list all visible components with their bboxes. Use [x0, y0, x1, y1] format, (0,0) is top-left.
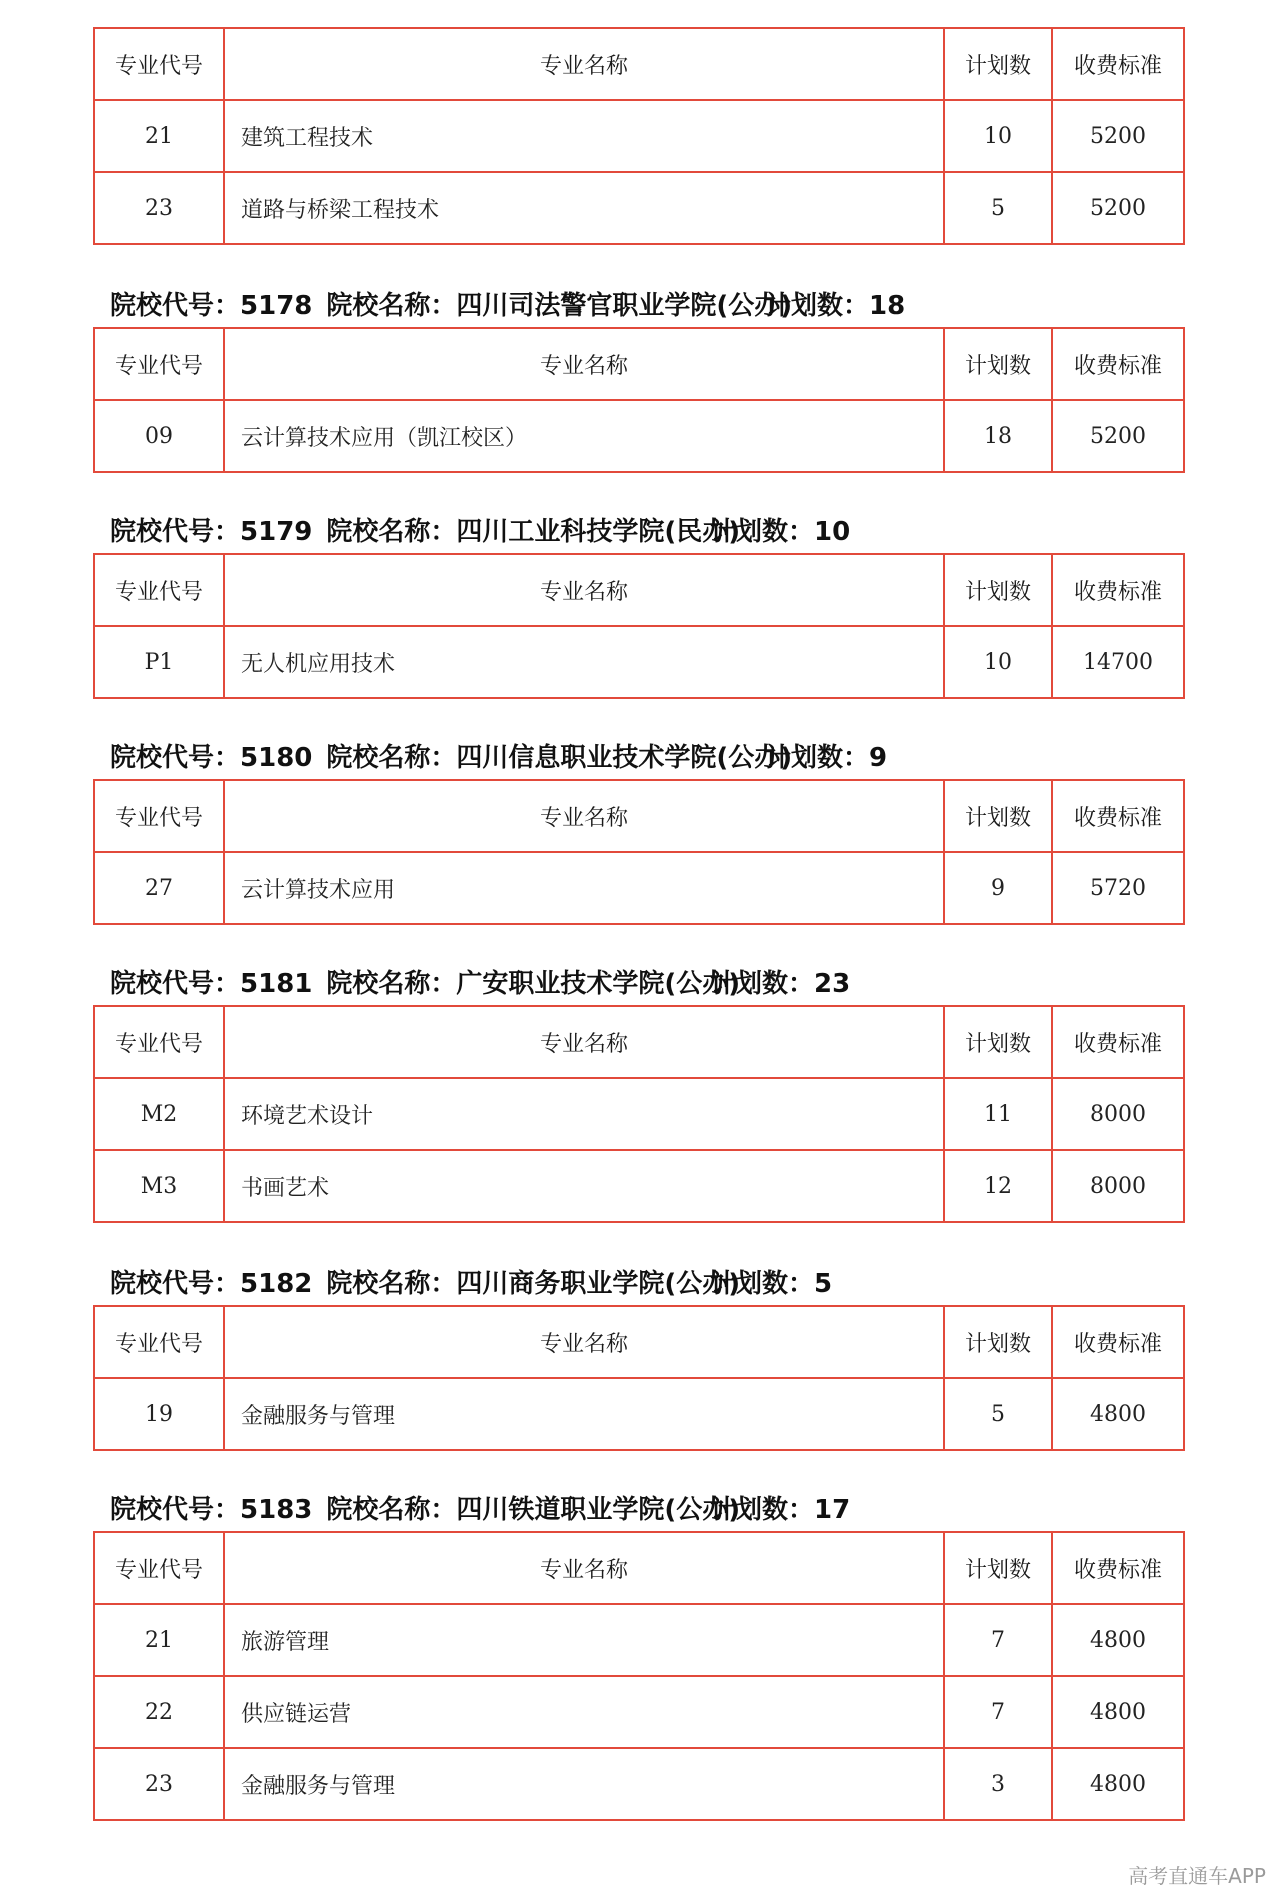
- plan-count-value: 17: [814, 1495, 851, 1525]
- school-header: [110, 286, 1210, 326]
- major-code-cell: 21: [94, 100, 224, 172]
- major-name-cell: 建筑工程技术: [224, 100, 944, 172]
- plan-count-cell: 10: [944, 626, 1052, 698]
- plan-count-cell: 3: [944, 1748, 1052, 1820]
- major-name-cell: 金融服务与管理: [224, 1748, 944, 1820]
- header-plan-count: 计划数: [944, 328, 1052, 400]
- plan-count-value: 18: [869, 291, 906, 321]
- fee-cell: 4800: [1052, 1604, 1184, 1676]
- plan-count-label: 计划数：: [765, 291, 870, 321]
- header-fee-standard: 收费标准: [1052, 1006, 1184, 1078]
- header-major-name: 专业名称: [224, 328, 944, 400]
- table-row: [94, 100, 1184, 172]
- school-code-value: 5182: [240, 1269, 313, 1299]
- school-code-label: 院校代号：: [110, 517, 241, 547]
- major-table: [93, 27, 1185, 245]
- header-major-name: 专业名称: [224, 1006, 944, 1078]
- school-header: [110, 512, 1210, 552]
- plan-count-cell: 7: [944, 1676, 1052, 1748]
- plan-count-cell: 11: [944, 1078, 1052, 1150]
- header-major-code: 专业代号: [94, 780, 224, 852]
- header-plan-count: 计划数: [944, 1532, 1052, 1604]
- major-table: [93, 553, 1185, 699]
- plan-count-label: 计划数：: [765, 743, 870, 773]
- school-name-label: 院校名称：: [326, 291, 457, 321]
- school-code-value: 5180: [240, 743, 313, 773]
- major-name-cell: 旅游管理: [224, 1604, 944, 1676]
- school-code-label: 院校代号：: [110, 291, 241, 321]
- school-code-value: 5181: [240, 969, 313, 999]
- major-code-cell: P1: [94, 626, 224, 698]
- header-plan-count: 计划数: [944, 28, 1052, 100]
- header-plan-count: 计划数: [944, 1306, 1052, 1378]
- school-name-label: 院校名称：: [326, 1269, 457, 1299]
- header-plan-count: 计划数: [944, 780, 1052, 852]
- major-name-cell: 供应链运营: [224, 1676, 944, 1748]
- fee-cell: 8000: [1052, 1150, 1184, 1222]
- plan-count-value: 5: [814, 1269, 833, 1299]
- school-name-label: 院校名称：: [326, 969, 457, 999]
- header-fee-standard: 收费标准: [1052, 554, 1184, 626]
- table-header-row: [94, 554, 1184, 626]
- school-plan-count: [710, 964, 850, 1004]
- major-code-cell: M2: [94, 1078, 224, 1150]
- major-code-cell: 22: [94, 1676, 224, 1748]
- table-header-row: [94, 1306, 1184, 1378]
- header-plan-count: 计划数: [944, 1006, 1052, 1078]
- table-row: [94, 626, 1184, 698]
- fee-cell: 4800: [1052, 1676, 1184, 1748]
- table-header-row: [94, 328, 1184, 400]
- major-name-cell: 云计算技术应用（凯江校区）: [224, 400, 944, 472]
- fee-cell: 5200: [1052, 172, 1184, 244]
- school-name-label: 院校名称：: [326, 1495, 457, 1525]
- school-code-label: 院校代号：: [110, 1269, 241, 1299]
- school-name-value: 四川铁道职业学院(公办): [456, 1495, 741, 1525]
- header-major-code: 专业代号: [94, 328, 224, 400]
- header-major-code: 专业代号: [94, 1306, 224, 1378]
- major-name-cell: 道路与桥梁工程技术: [224, 172, 944, 244]
- plan-count-cell: 10: [944, 100, 1052, 172]
- fee-cell: 4800: [1052, 1748, 1184, 1820]
- header-major-code: 专业代号: [94, 1532, 224, 1604]
- school-code-label: 院校代号：: [110, 1495, 241, 1525]
- school-plan-count: [710, 1264, 832, 1304]
- plan-count-cell: 5: [944, 172, 1052, 244]
- major-code-cell: 27: [94, 852, 224, 924]
- major-table: [93, 1305, 1185, 1451]
- header-major-name: 专业名称: [224, 554, 944, 626]
- plan-count-cell: 5: [944, 1378, 1052, 1450]
- header-major-code: 专业代号: [94, 28, 224, 100]
- plan-count-value: 9: [869, 743, 888, 773]
- plan-count-label: 计划数：: [710, 969, 815, 999]
- table-header-row: [94, 780, 1184, 852]
- major-code-cell: 23: [94, 1748, 224, 1820]
- plan-count-label: 计划数：: [710, 1269, 815, 1299]
- table-header-row: [94, 1532, 1184, 1604]
- plan-count-value: 10: [814, 517, 851, 547]
- major-name-cell: 金融服务与管理: [224, 1378, 944, 1450]
- plan-count-value: 23: [814, 969, 851, 999]
- plan-count-cell: 18: [944, 400, 1052, 472]
- major-code-cell: 23: [94, 172, 224, 244]
- school-name-value: 四川商务职业学院(公办): [456, 1269, 741, 1299]
- header-fee-standard: 收费标准: [1052, 780, 1184, 852]
- fee-cell: 14700: [1052, 626, 1184, 698]
- major-name-cell: 书画艺术: [224, 1150, 944, 1222]
- major-code-cell: 19: [94, 1378, 224, 1450]
- table-row: [94, 400, 1184, 472]
- table-row: [94, 172, 1184, 244]
- fee-cell: 4800: [1052, 1378, 1184, 1450]
- header-plan-count: 计划数: [944, 554, 1052, 626]
- header-fee-standard: 收费标准: [1052, 1306, 1184, 1378]
- school-code-value: 5179: [240, 517, 313, 547]
- school-header: [110, 964, 1210, 1004]
- major-name-cell: 云计算技术应用: [224, 852, 944, 924]
- school-name-value: 四川司法警官职业学院(公办): [456, 291, 793, 321]
- school-header: [110, 738, 1210, 778]
- plan-count-label: 计划数：: [710, 1495, 815, 1525]
- major-table: [93, 779, 1185, 925]
- table-header-row: [94, 1006, 1184, 1078]
- school-name-value: 四川工业科技学院(民办): [456, 517, 741, 547]
- school-plan-count: [710, 512, 850, 552]
- watermark-text: 高考直通车APP: [1128, 1864, 1266, 1888]
- major-code-cell: 21: [94, 1604, 224, 1676]
- school-header: [110, 1490, 1210, 1530]
- header-fee-standard: 收费标准: [1052, 28, 1184, 100]
- table-row: [94, 1078, 1184, 1150]
- plan-count-label: 计划数：: [710, 517, 815, 547]
- major-name-cell: 无人机应用技术: [224, 626, 944, 698]
- header-fee-standard: 收费标准: [1052, 1532, 1184, 1604]
- school-code-label: 院校代号：: [110, 743, 241, 773]
- school-plan-count: [765, 286, 905, 326]
- fee-cell: 5200: [1052, 400, 1184, 472]
- school-name-value: 广安职业技术学院(公办): [456, 969, 741, 999]
- school-header: [110, 1264, 1210, 1304]
- header-major-name: 专业名称: [224, 1306, 944, 1378]
- school-plan-count: [765, 738, 887, 778]
- table-row: [94, 1748, 1184, 1820]
- major-table: [93, 1005, 1185, 1223]
- table-row: [94, 852, 1184, 924]
- school-plan-count: [710, 1490, 850, 1530]
- header-major-name: 专业名称: [224, 780, 944, 852]
- major-code-cell: 09: [94, 400, 224, 472]
- major-table: [93, 327, 1185, 473]
- school-code-value: 5183: [240, 1495, 313, 1525]
- fee-cell: 5720: [1052, 852, 1184, 924]
- plan-count-cell: 9: [944, 852, 1052, 924]
- fee-cell: 5200: [1052, 100, 1184, 172]
- major-name-cell: 环境艺术设计: [224, 1078, 944, 1150]
- major-code-cell: M3: [94, 1150, 224, 1222]
- school-name-label: 院校名称：: [326, 517, 457, 547]
- header-major-name: 专业名称: [224, 1532, 944, 1604]
- fee-cell: 8000: [1052, 1078, 1184, 1150]
- table-row: [94, 1604, 1184, 1676]
- school-code-label: 院校代号：: [110, 969, 241, 999]
- school-code-value: 5178: [240, 291, 313, 321]
- school-name-value: 四川信息职业技术学院(公办): [456, 743, 793, 773]
- table-row: [94, 1378, 1184, 1450]
- header-major-code: 专业代号: [94, 1006, 224, 1078]
- header-major-name: 专业名称: [224, 28, 944, 100]
- table-row: [94, 1150, 1184, 1222]
- plan-count-cell: 12: [944, 1150, 1052, 1222]
- table-row: [94, 1676, 1184, 1748]
- school-name-label: 院校名称：: [326, 743, 457, 773]
- header-major-code: 专业代号: [94, 554, 224, 626]
- table-header-row: [94, 28, 1184, 100]
- major-table: [93, 1531, 1185, 1821]
- plan-count-cell: 7: [944, 1604, 1052, 1676]
- header-fee-standard: 收费标准: [1052, 328, 1184, 400]
